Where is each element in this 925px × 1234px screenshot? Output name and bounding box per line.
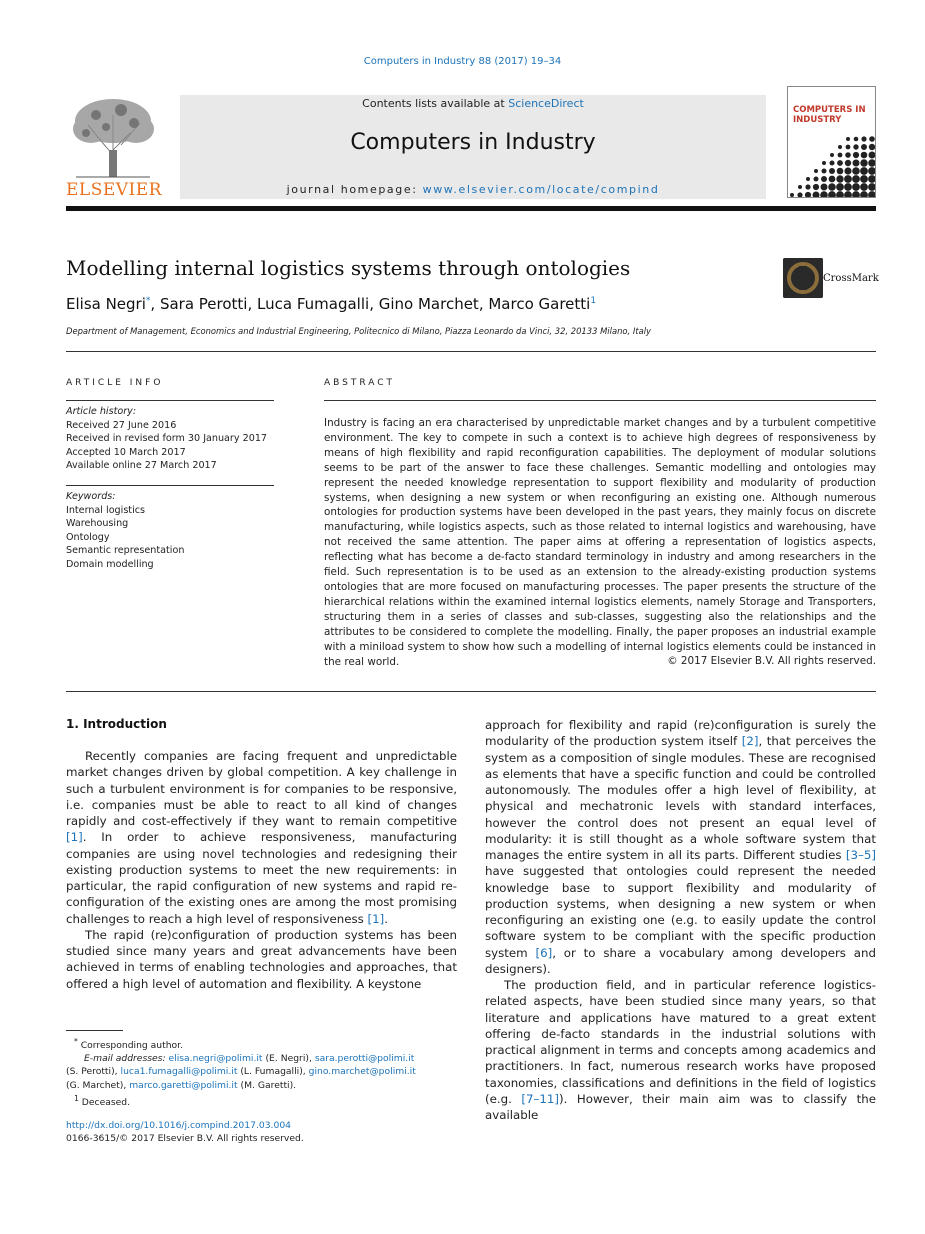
citation-link[interactable]: [2] xyxy=(741,734,759,749)
footnote-divider xyxy=(66,1030,123,1031)
cover-pattern-icon xyxy=(788,87,876,198)
footnote-deceased: $^1$ Deceased. xyxy=(74,1093,131,1108)
citation-link[interactable]: [3–5] xyxy=(845,848,876,862)
divider xyxy=(66,400,274,401)
abstract-copyright: © 2017 Elsevier B.V. All rights reserved. xyxy=(667,655,876,667)
sciencedirect-link[interactable]: ScienceDirect xyxy=(508,97,584,110)
crossmark-label[interactable]: CrossMark xyxy=(823,273,879,284)
keyword-item: Semantic representation xyxy=(66,545,185,556)
author-mark[interactable]: 1 xyxy=(590,296,597,306)
email-link[interactable]: sara.perotti@polimi.it xyxy=(314,1053,415,1065)
doi-link[interactable]: http://dx.doi.org/10.1016/j.compind.2017.03.004 xyxy=(66,1120,292,1131)
footnote-emails: E-mail addresses: elisa.negri@polimi.it (E. Negri), sara.perotti@polimi.it xyxy=(84,1053,415,1065)
cover-title: COMPUTERS IN INDUSTRY xyxy=(793,105,866,125)
divider xyxy=(66,691,876,692)
author-name: Sara Perotti xyxy=(159,295,248,313)
history-item: Received 27 June 2016 xyxy=(66,419,177,431)
author-name: Elisa Negri xyxy=(66,295,146,313)
keyword-item: Ontology xyxy=(66,531,110,543)
article-info-heading: ARTICLE INFO xyxy=(66,378,164,388)
paragraph: The rapid (re)configuration of production systems has been studied since many years and great advancements have been achieved in terms of enabling technologies and approaches, that offered a high level of automation and flexibility. A keystone xyxy=(66,927,457,991)
paragraph: approach for flexibility and rapid (re)configuration is surely the modularity of the production system itself [2], that perceives the system as a composition of single modules. These are recognised as elements that have a specific function and could be controlled autonomously. The modules offer a high level of flexibility, at physical and mechatronic levels with standard interfaces, however the control does not present an equal level of modularity: it is still thought as a whole software system that manages the entire system in all its parts. Different studies [3–5] have suggested that ontologies could represent the needed knowledge base to support flexibility and modularity of production systems, when designing a new system or when reconfiguring an existing one (e.g. to easily update the control software system to be compliant with the specific production system [6], or to share a vocabulary among developers and designers). xyxy=(485,718,876,976)
author-name: Marco Garetti xyxy=(488,295,591,313)
paper-title: Modelling internal logistics systems through ontologies xyxy=(66,256,631,280)
keyword-item: Internal logistics xyxy=(66,504,146,516)
affiliation: Department of Management, Economics and Industrial Engineering, Politecnico di Milano, Piazza Leonardo da Vinci, 32, 20133 Milano, Italy xyxy=(66,326,652,336)
article-history xyxy=(66,405,274,473)
history-item: Received in revised form 30 January 2017 xyxy=(66,433,268,444)
citation-link[interactable]: [6] xyxy=(535,945,553,960)
keywords-label: Keywords: xyxy=(66,491,116,502)
citation-link[interactable]: [1] xyxy=(66,830,83,845)
divider xyxy=(66,351,876,352)
journal-cover-thumbnail[interactable] xyxy=(787,86,876,198)
keyword-item: Domain modelling xyxy=(66,558,154,570)
homepage-line: journal homepage: www.elsevier.com/locate/compind xyxy=(286,183,660,196)
citation-link[interactable]: [1] xyxy=(367,911,385,926)
paragraph: The production field, and in particular reference logistics-related aspects, have been studied since many years, so that literature and applications have matured to a great extent offering de-facto standards in the industrial solutions with practical alignment in terms and concepts among academics and practitioners. In fact, numerous research works have proposed taxonomies, classifications and definitions in the field of logistics (e.g. [7–11]). However, their main aim was to classify the available xyxy=(485,978,876,1122)
footnote-corresponding: * Corresponding author. xyxy=(74,1037,184,1052)
elsevier-wordmark: ELSEVIER xyxy=(66,180,162,200)
body-column-right xyxy=(485,717,876,1123)
crossmark-icon[interactable] xyxy=(783,258,823,298)
keywords xyxy=(66,490,274,571)
keyword-item: Warehousing xyxy=(66,518,129,529)
author-list: Elisa Negri*, Sara Perotti, Luca Fumagalli, Gino Marchet, Marco Garetti$^1$ xyxy=(66,295,597,313)
divider xyxy=(324,400,876,401)
doi-block xyxy=(66,1119,457,1145)
abstract-heading: ABSTRACT xyxy=(324,378,396,388)
section-heading: 1. Introduction xyxy=(66,717,167,731)
history-label: Article history: xyxy=(66,406,137,417)
email-link[interactable]: luca1.fumagalli@polimi.it xyxy=(120,1066,238,1078)
author-name: Luca Fumagalli xyxy=(257,295,370,313)
author-mark[interactable]: * xyxy=(145,296,151,306)
email-link[interactable]: elisa.negri@polimi.it xyxy=(168,1053,263,1065)
history-item: Available online 27 March 2017 xyxy=(66,460,217,471)
footnotes xyxy=(66,1035,457,1109)
journal-reference[interactable]: Computers in Industry 88 (2017) 19–34 xyxy=(363,56,562,67)
issn-line: 0166-3615/© 2017 Elsevier B.V. All rights reserved. xyxy=(66,1133,304,1145)
abstract-text: Industry is facing an era characterised by unpredictable market changes and by a turbulent competitive environment. The key to compete in such a context is to achieve high degrees of responsiveness by means of high flexibility and rapid reconfiguration capabilities. The deployment of modular solutions seems to be part of the answer to face these challenges. Semantic modelling and ontologies may represent the needed knowledge representation to support flexibility and modularity of production systems, when designing a new system or when reconfiguring an existing one. Although numerous ontologies for production systems have been developed in the past years, they mainly focus on discrete manufacturing, while logistics aspects, such as those related to internal logistics and warehousing, have not received the same attention. The paper aims at offering a representation of logistics aspects, reflecting what has become a de-facto standard terminology in industry and among researchers in the field. Such representation is to be used as an extension to the already-existing production systems ontologies that are more focused on manufacturing processes. The paper presents the structure of the hierarchical relations within the examined internal logistics elements, namely Storage and Transporters, structuring them in a series of classes and sub-classes, suggesting also the relationships and the attributes to be considered to complete the modelling. Finally, the paper proposes an industrial example with a miniload system to show how such a modelling of internal logistics elements could be instanced in the real world. xyxy=(324,417,876,668)
homepage-link[interactable]: www.elsevier.com/locate/compind xyxy=(422,183,660,196)
footnote-emails-cont: (S. Perotti), luca1.fumagalli@polimi.it (L. Fumagalli), gino.marchet@polimi.it xyxy=(66,1066,416,1078)
paragraph: Recently companies are facing frequent and unpredictable market changes driven by global competition. A key challenge in such a turbulent environment is for companies to be responsive, i.e. companies must be able to react to all kind of changes rapidly and cost-effectively if they want to remain competitive [1]. In order to achieve responsiveness, manufacturing companies are using novel technologies and redesigning their existing production systems to meet the new requirements: in particular, the rapid configuration of new systems and rapid re-configuration of the existing ones are among the most promising challenges to reach a high level of responsiveness [1]. xyxy=(66,749,457,926)
contents-line: Contents lists available at ScienceDirect xyxy=(362,97,584,110)
header-divider xyxy=(66,206,876,211)
email-link[interactable]: gino.marchet@polimi.it xyxy=(308,1066,416,1078)
email-link[interactable]: marco.garetti@polimi.it xyxy=(129,1079,238,1091)
journal-title: Computers in Industry xyxy=(350,130,596,155)
footnote-emails-cont: (G. Marchet), marco.garetti@polimi.it (M. Garetti). xyxy=(66,1079,297,1091)
history-item: Accepted 10 March 2017 xyxy=(66,446,186,458)
divider xyxy=(66,485,274,486)
author-name: Gino Marchet xyxy=(378,295,479,313)
body-column-left xyxy=(66,748,457,992)
citation-link[interactable]: [7–11] xyxy=(521,1091,559,1106)
